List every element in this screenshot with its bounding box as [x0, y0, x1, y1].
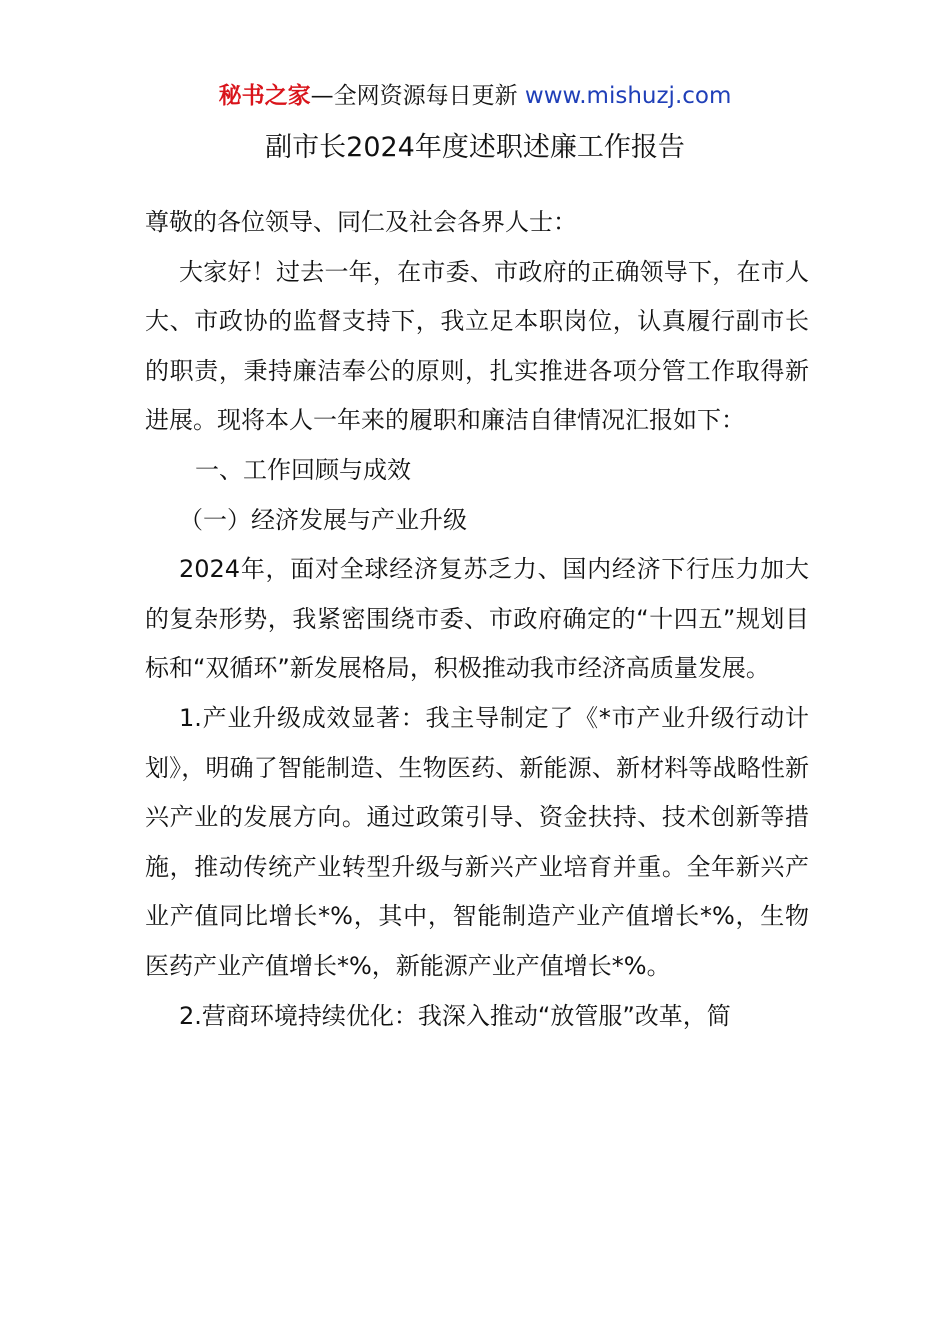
site-tagline: —全网资源每日更新: [310, 83, 525, 109]
paragraph-industry-upgrade: 1.产业升级成效显著：我主导制定了《*市产业升级行动计划》，明确了智能制造、生物医药、新能源、新材料等战略性新兴产业的发展方向。通过政策引导、资金扶持、技术创新等措施，推动传统产业转型升级与新兴产业培育并重。全年新兴产业产值同比增长*%，其中，智能制造产业产值增长*%，生物医药产业产值增长*%，新能源产业产值增长*%。: [145, 703, 809, 980]
document-body: [145, 198, 809, 1041]
salutation: 尊敬的各位领导、同仁及社会各界人士：: [145, 208, 577, 236]
paragraph-economy: 2024年，面对全球经济复苏乏力、国内经济下行压力加大的复杂形势，我紧密围绕市委、市政府确定的“十四五”规划目标和“双循环”新发展格局，积极推动我市经济高质量发展。: [145, 555, 809, 683]
site-brand: 秘书之家: [218, 83, 311, 109]
site-header: [0, 80, 950, 112]
document-title: 副市长2024年度述职述廉工作报告: [265, 132, 685, 163]
paragraph-business-environment: 2.营商环境持续优化：我深入推动“放管服”改革，简: [179, 1001, 731, 1030]
paragraph-intro: 大家好！过去一年，在市委、市政府的正确领导下，在市人大、市政协的监督支持下，我立足本职岗位，认真履行副市长的职责，秉持廉洁奉公的原则，扎实推进各项分管工作取得新进展。现将本人一年来的履职和廉洁自律情况汇报如下：: [145, 257, 809, 435]
section-heading: 一、工作回顾与成效: [195, 455, 411, 484]
site-url[interactable]: www.mishuzj.com: [524, 83, 732, 109]
subsection-heading: （一）经济发展与产业升级: [179, 505, 467, 534]
